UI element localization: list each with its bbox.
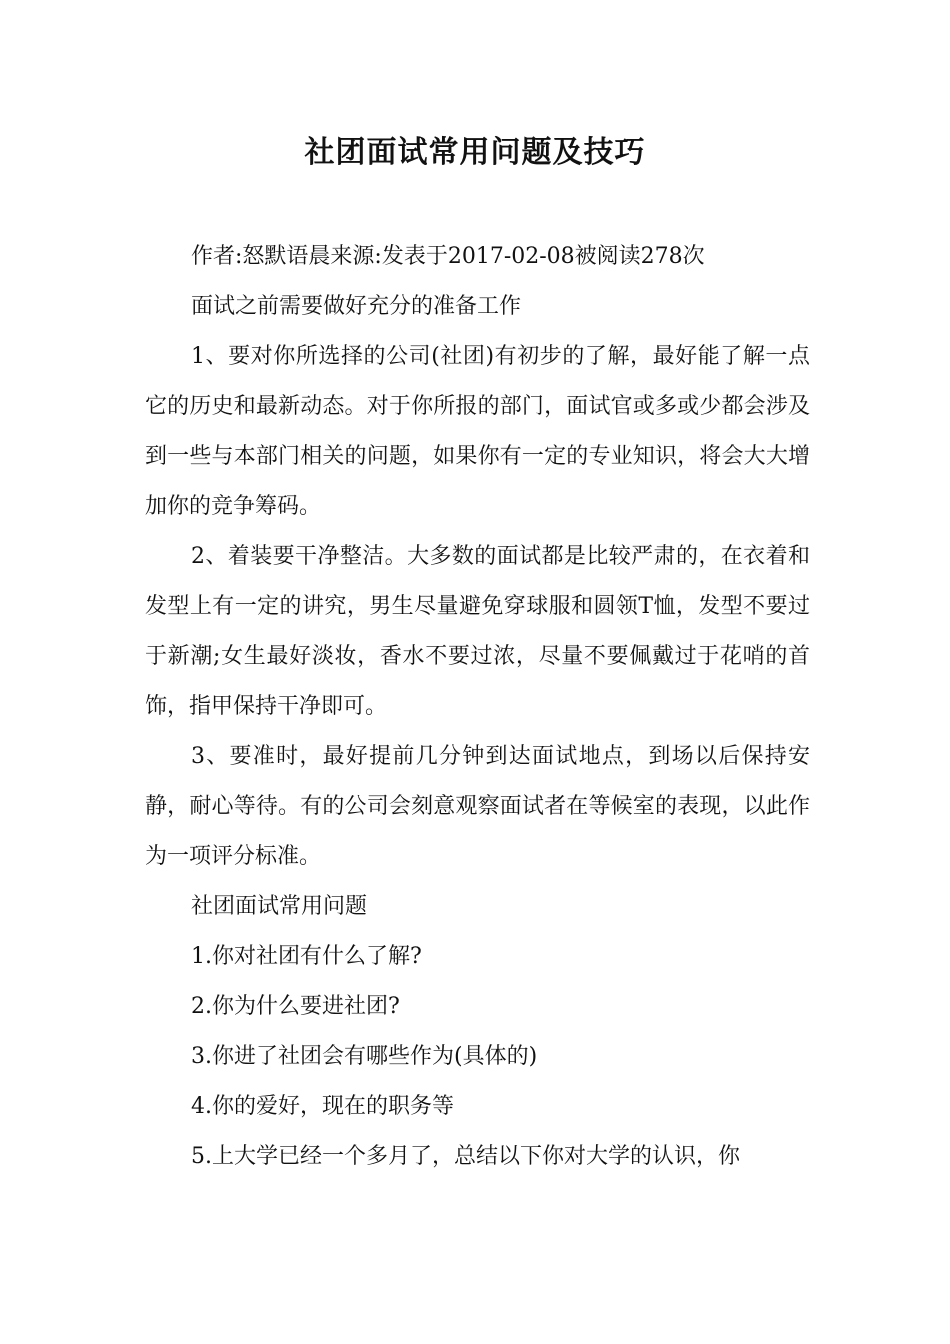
paragraph-tip-2: 2、着装要干净整洁。大多数的面试都是比较严肃的，在衣着和发型上有一定的讲究，男生尽量避免穿球服和圆领T恤，发型不要过于新潮;女生最好淡妆，香水不要过浓，尽量不要佩戴过于花哨的首饰，指甲保持干净即可。 <box>145 544 810 719</box>
question-4: 4.你的爱好，现在的职务等 <box>191 1094 454 1119</box>
question-1: 1.你对社团有什么了解? <box>191 944 422 969</box>
question-2: 2.你为什么要进社团? <box>191 994 400 1019</box>
question-5: 5.上大学已经一个多月了，总结以下你对大学的认识，你 <box>191 1144 740 1169</box>
paragraph-tip-1: 1、要对你所选择的公司(社团)有初步的了解，最好能了解一点它的历史和最新动态。对于你所报的部门，面试官或多或少都会涉及到一些与本部门相关的问题，如果你有一定的专业知识，将会大大增加你的竞争筹码。 <box>145 344 810 519</box>
document-title: 社团面试常用问题及技巧 <box>304 135 646 170</box>
meta-line: 作者:怒默语晨来源:发表于2017-02-08被阅读278次 <box>191 244 705 269</box>
paragraph-intro: 面试之前需要做好充分的准备工作 <box>191 294 522 319</box>
section-heading-questions: 社团面试常用问题 <box>191 894 368 919</box>
document-body <box>145 232 810 1182</box>
question-3: 3.你进了社团会有哪些作为(具体的) <box>191 1044 538 1069</box>
paragraph-tip-3: 3、要准时，最好提前几分钟到达面试地点，到场以后保持安静，耐心等待。有的公司会刻意观察面试者在等候室的表现，以此作为一项评分标准。 <box>145 744 810 869</box>
